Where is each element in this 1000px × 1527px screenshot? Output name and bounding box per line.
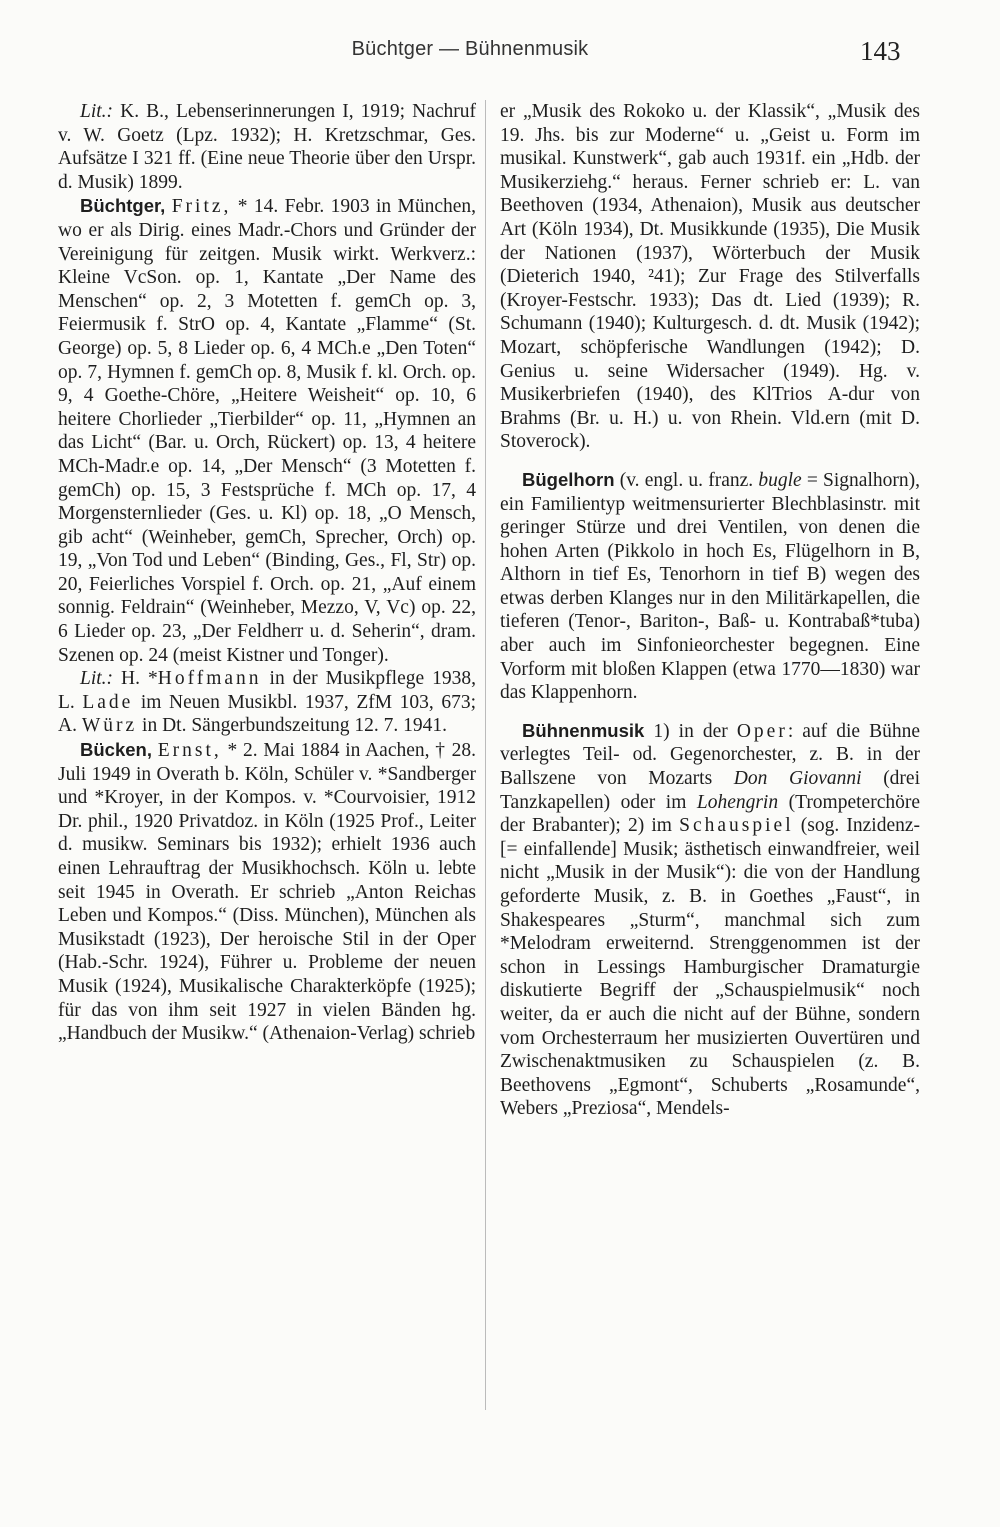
- lit-label: Lit.:: [80, 101, 114, 122]
- entry-text: * 2. Mai 1884 in Aachen, † 28. Juli 1949 in Overath b. Köln, Schüler v. *Sandberger und *Kroyer, in der Kompos. v. *Courvoisier, 1912 Dr. phil., 1920 Privatdoz. in Köln (1925 Prof., Leiter d. musikw. Seminars bis 1932); erhielt 1936 auch einen Lehrauftrag der Musikhochsch. Köln u. lebte seit 1945 in Overath. Er schrieb „Anton Reichas Leben und Kompos.“ (Diss. München), München als Musikstadt (1923), Der heroische Stil in der Oper (Hab.-Schr. 1924), Führer u. Probleme der neuen Musik (1924), Musikalische Charakterköpfe (1925); für das von ihm seit 1927 in vielen Bänden hg. „Handbuch der Musikw.“ (Athenaion-Verlag) schrieb: [58, 740, 476, 1045]
- lit-text: H. *: [113, 668, 158, 690]
- lit-text: in der Musikpflege 1938, L.: [58, 668, 476, 713]
- column-divider: [485, 100, 486, 1410]
- entry-buegelhorn: [500, 468, 920, 705]
- literature-note-buechtger: [58, 667, 476, 738]
- left-column: [58, 100, 476, 1046]
- author-wuerz: Würz: [81, 715, 138, 737]
- lit-text: in Dt. Sängerbundszeitung 12. 7. 1941.: [137, 715, 447, 737]
- entry-buecken-continued: [500, 100, 920, 454]
- headword-buehnenmusik: Bühnenmusik: [522, 719, 645, 741]
- entry-text: * 14. Febr. 1903 in München, wo er als Dirig. eines Madr.-Chors und Gründer der Vereinigung für zeitgen. Musik wirkt. Werkverz.: Kleine VcSon. op. 1, Kantate „Der Name des Menschen“ op. 2, 3 Motetten f. gemCh op. 3, Feiermusik f. StrO op. 4, Kantate „Flamme“ (St. George) op. 5, 8 Lieder op. 6, 4 MCh.e „Den Toten“ op. 7, Hymnen f. gemCh op. 8, Musik f. kl. Orch. op. 9, 4 Goethe-Chöre, „Heitere Weisheit“ op. 10, 6 heitere Chorlieder „Tierbilder“ op. 11, „Hymnen an das Licht“ (Bar. u. Orch, Rückert) op. 13, 4 heitere MCh-Madr.e op. 14, „Der Mensch“ (3 Motetten f. gemCh) op. 15, 3 Festsprüche f. MCh op. 17, 4 Morgensternlieder (Ges. u. Kl) op. 18, „O Mensch, gib acht“ (Weinheber, gemCh, Sprecher, Orch) op. 19, „Von Tod und Leben“ (Binding, Ges., Fl, Str) op. 20, Feierliches Vorspiel f. Orch. op. 21, „Auf einem sonnig. Feldrain“ (Weinheber, Mezzo, V, Vc) op. 22, 6 Lieder op. 23, „Der Feldherr u. d. Seherin“, dram. Szenen op. 24 (meist Kistner und Tonger).: [58, 196, 477, 666]
- page-number: 143: [860, 36, 901, 66]
- entry-text: (sog. Inzidenz- [= einfallende] Musik; ästhetisch einwandfreier, weil nicht „Musik in der Musik“): die von der Handlung geforderte Musik, z. B. in Goethes „Faust“, in Shakespeares „Sturm“, manchmal sich zum *Melodram erweiternd. Strenggenommen ist der schon in Lessings Hamburgischer Dramaturgie diskutierte Begriff der „Schauspielmusik“ noch weiter, da er auch die nicht auf der Bühne, sondern vom Orchesterraum her musizierten Ouvertüren und Zwischenaktmusiken zu Schauspielen (z. B. Beethovens „Egmont“, Schuberts „Rosamunde“, Webers „Preziosa“, Mendels-: [500, 815, 921, 1120]
- given-name-fritz: Fritz,: [171, 196, 232, 218]
- headword-buechtger: Büchtger,: [80, 195, 166, 217]
- entry-text: = Signalhorn), ein Familientyp weitmensurierter Blechblasinstr. mit geringer Stürze und drei Ventilen, von denen die hohen Arten (Pikkolo in hoch Es, Flügelhorn in B, Althorn in tief Es, Tenorhorn in tief B) wegen des etwas derben Klanges nur in den Militärkapellen, die tieferen (Tenor-, Bariton-, Baß- u. Kontrabaß*tuba) aber auch im Sinfonieorchester begegnen. Eine Vorform mit bloßen Klappen (etwa 1770—1830) war das Klappenhorn.: [500, 469, 920, 704]
- running-head: Büchtger — Bühnenmusik: [351, 38, 589, 60]
- term-bugle: bugle: [758, 469, 802, 491]
- author-hoffmann: Hoffmann: [157, 668, 262, 690]
- term-schauspiel: Schauspiel: [679, 815, 794, 837]
- literature-note-bulow: [58, 100, 476, 194]
- headword-buegelhorn: Bügelhorn: [522, 468, 615, 490]
- lit-text: K. B., Lebenserinnerungen I, 1919; Nachruf v. W. Goetz (Lpz. 1932); H. Kretzschmar, Ges. Aufsätze I 321 ff. (Eine neue Theorie über den Urspr. d. Musik) 1899.: [58, 101, 476, 193]
- title-lohengrin: Lohengrin: [696, 791, 779, 813]
- given-name-ernst: Ernst,: [157, 740, 222, 762]
- entry-text: (drei Tanzkapellen) oder im: [500, 768, 921, 813]
- entry-text: 1) in der: [644, 720, 737, 742]
- title-don-giovanni: Don Giovanni: [733, 768, 862, 790]
- entry-buechtger: [58, 194, 476, 667]
- page-header: [0, 36, 1000, 70]
- author-lade: Lade: [82, 691, 134, 713]
- entry-text: (v. engl. u. franz.: [614, 469, 759, 491]
- lit-text: im Neuen Musikbl. 1937, ZfM 103, 673; A.: [58, 691, 476, 737]
- entry-text: (Trompeterchöre der Brabanter); 2) im: [500, 791, 920, 837]
- entry-text: : auf die Bühne verlegtes Teil- od. Gegenorchester, z. B. in der Ballszene von Mozarts: [500, 720, 920, 790]
- entry-buehnenmusik: [500, 719, 920, 1121]
- headword-buecken: Bücken,: [80, 739, 152, 761]
- term-oper: Oper: [736, 720, 788, 742]
- entry-buecken: [58, 738, 476, 1046]
- lit-label: Lit.:: [80, 668, 114, 690]
- entry-text: er „Musik des Rokoko u. der Klassik“, „Musik des 19. Jhs. bis zur Moderne“ u. „Geist u. Form im musikal. Kunstwerk“, gab auch 1931f. ein „Hdb. der Musikerziehg.“ heraus. Ferner schrieb er: L. van Beethoven (1934, Athenaion), Musik aus deutscher Art (Köln 1934), Dt. Musikkunde (1935), Die Musik der Nationen (1937), Wörterbuch der Musik (Dieterich 1940, ²41); Zur Frage des Stilverfalls (Kroyer-Festschr. 1933); Das dt. Lied (1939); R. Schumann (1940); Kulturgesch. d. dt. Musik (1942); Mozart, schöpferische Wandlungen (1942); D. Genius u. seine Widersacher (1949). Hg. v. Musikerbriefen (1940), des KlTrios A-dur von Brahms (Br. u. H.) u. von Rhein. Vld.ern (mit D. Stoverock).: [500, 101, 920, 453]
- right-column: [500, 100, 920, 1121]
